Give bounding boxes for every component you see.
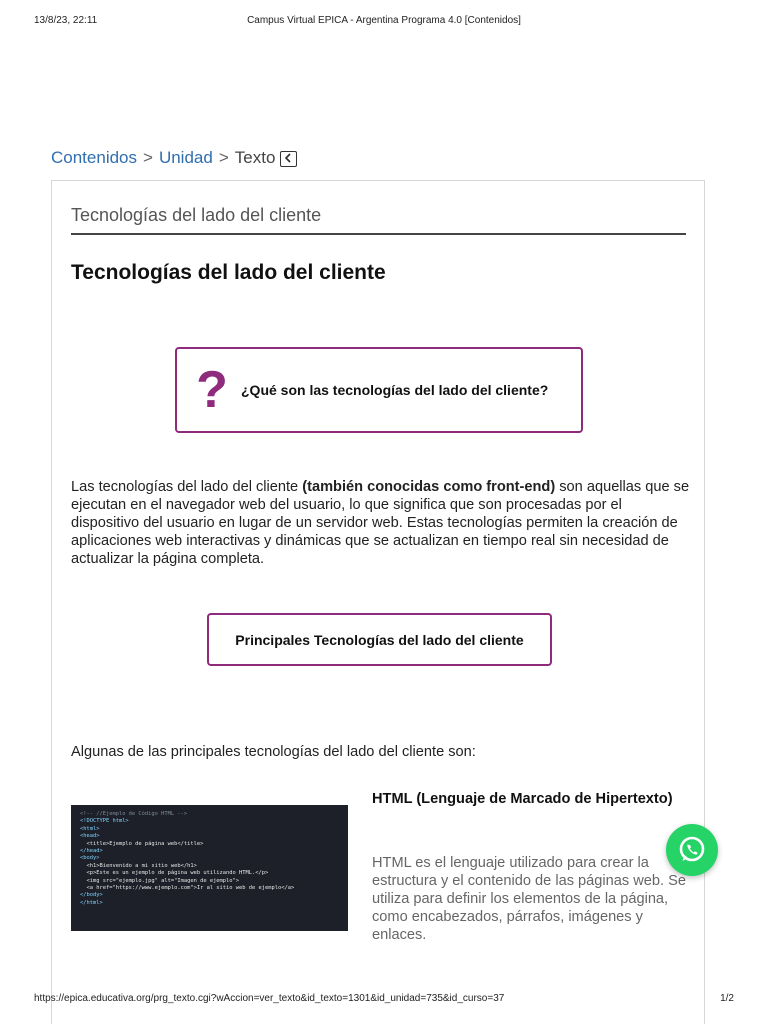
question-box — [175, 347, 583, 433]
intro-paragraph — [71, 478, 691, 568]
code-line: <head> — [80, 833, 100, 840]
principales-tecnologias-button[interactable]: Principales Tecnologías del lado del cliente — [207, 613, 552, 666]
intro-bold-text: (también conocidas como front-end) — [302, 479, 556, 495]
html-section-description: HTML es el lenguaje utilizado para crear la estructura y el contenido de las páginas web. Se utiliza para definir los elementos de la página, como encabezados, párrafos, imágenes y enlaces. — [372, 855, 686, 943]
back-icon[interactable] — [280, 151, 297, 167]
print-url: https://epica.educativa.org/prg_texto.cgi?wAccion=ver_texto&id_texto=1301&id_unidad=735&id_curso=37 — [34, 993, 505, 1004]
print-title: Campus Virtual EPICA - Argentina Programa 4.0 [Contenidos] — [247, 15, 521, 26]
breadcrumb-unidad-link[interactable]: Unidad — [158, 148, 213, 167]
breadcrumb — [51, 148, 297, 168]
question-text: ¿Qué son las tecnologías del lado del cliente? — [241, 382, 549, 398]
question-mark-icon: ? — [196, 361, 228, 419]
code-line: <html> — [80, 825, 100, 832]
card-divider — [71, 233, 686, 235]
page-number: 1/2 — [720, 993, 734, 1004]
code-line: <h1>Bienvenido a mi sitio web</h1> — [80, 862, 197, 869]
whatsapp-icon[interactable] — [666, 824, 718, 876]
code-line: <body> — [80, 855, 100, 862]
code-line: <img src="ejemplo.jpg" alt="Imagen de ejemplo"> — [80, 877, 240, 884]
html-code-image — [71, 805, 348, 931]
html-section-heading: HTML (Lenguaje de Marcado de Hipertexto) — [372, 791, 673, 807]
code-line: <!DOCTYPE html> — [80, 818, 129, 825]
content-card — [51, 180, 705, 1024]
breadcrumb-contenidos-link[interactable]: Contenidos — [51, 148, 138, 167]
code-line: <p>Este es un ejemplo de página web utilizando HTML.</p> — [80, 870, 269, 877]
breadcrumb-current: Texto — [234, 148, 276, 167]
code-line: </body> — [80, 892, 103, 899]
code-line: <title>Ejemplo de página web</title> — [80, 840, 204, 847]
code-line: </head> — [80, 848, 103, 855]
code-line: </html> — [80, 899, 103, 906]
intro-text-end: son aquellas que se ejecutan en el navegador web del usuario, lo que significa que son procesadas por el dispositivo del usuario en lugar de un servidor web. Estas tecnologías permiten la creación de aplicaciones web interactivas y dinámicas que se actualizan en tiempo real sin necesidad de actualizar la página completa. — [71, 479, 690, 567]
card-title: Tecnologías del lado del cliente — [71, 205, 322, 225]
print-datetime: 13/8/23, 22:11 — [34, 15, 98, 26]
code-line: <a href="https://www.ejemplo.com">Ir al sitio web de ejemplo</a> — [80, 885, 295, 892]
page-heading: Tecnologías del lado del cliente — [71, 261, 386, 284]
code-line: <!-- //Ejemplo de Código HTML --> — [80, 811, 188, 817]
lead-paragraph: Algunas de las principales tecnologías del lado del cliente son: — [71, 744, 476, 760]
breadcrumb-separator: > — [218, 148, 229, 167]
intro-text-start: Las tecnologías del lado del cliente — [71, 479, 303, 495]
breadcrumb-separator: > — [143, 148, 153, 167]
